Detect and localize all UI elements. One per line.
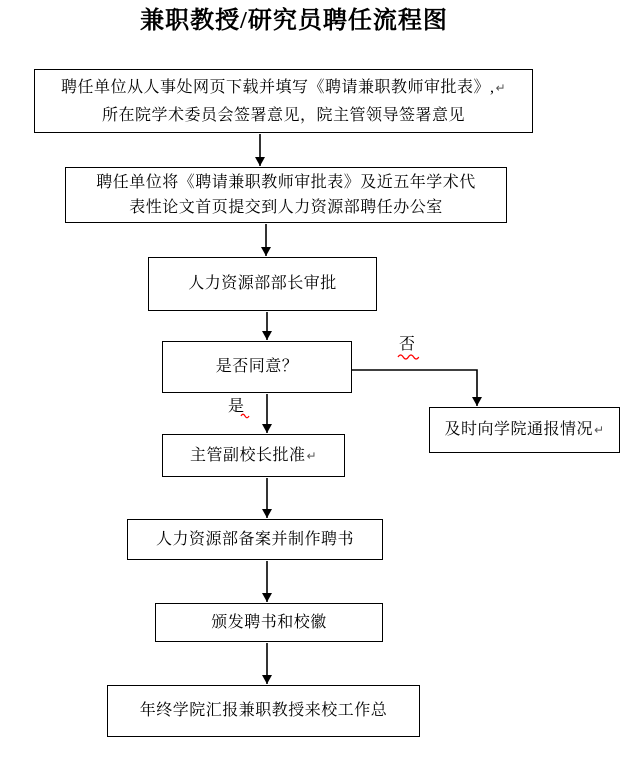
proofing-squiggle-no: [398, 355, 419, 359]
flow-node-issue-letter-badge: [155, 603, 383, 642]
flow-node-hr-record-make-letter: [127, 519, 383, 560]
flow-node-text: 聘任单位从人事处网页下载并填写《聘请兼职教师审批表》,: [60, 78, 495, 96]
flow-node-text-line: 所在院学术委员会签署意见，院主管领导签署意见: [101, 106, 465, 124]
flow-node-text: 主管副校长批准: [189, 446, 306, 464]
flow-node-fill-approval-form: [34, 69, 533, 133]
flow-node-text-line: 聘任单位将《聘请兼职教师审批表》及近五年学术代: [96, 174, 476, 191]
flow-node-text-line: [61, 74, 506, 102]
flow-node-text-line: [190, 443, 317, 469]
flow-node-text: 及时向学院通报情况: [444, 421, 593, 438]
flow-node-text: 是否同意？: [215, 358, 299, 375]
flow-node-text: 年终学院汇报兼职教授来校工作总: [139, 702, 388, 719]
flow-node-year-end-report: [107, 685, 420, 737]
arrow-node4-nodeno-no: [352, 370, 477, 406]
return-mark-icon: ↵: [306, 448, 318, 463]
flow-node-notify-school: [429, 407, 620, 453]
return-mark-icon: ↵: [495, 80, 507, 95]
flow-node-hr-director-review: [148, 257, 377, 311]
flow-node-text: 人力资源部备案并制作聘书: [155, 530, 354, 548]
page-title: 兼职教授/研究员聘任流程图: [140, 8, 448, 34]
flow-node-decision-agree: [162, 341, 352, 393]
flow-node-text: 人力资源部部长审批: [188, 275, 337, 292]
flow-node-submit-materials: [65, 167, 507, 223]
flow-node-text: 颁发聘书和校徽: [211, 613, 327, 631]
return-mark-icon: ↵: [593, 423, 605, 437]
flow-node-text-line: [444, 417, 604, 443]
branch-label-yes: 是: [228, 398, 245, 415]
branch-label-no: 否: [399, 336, 416, 353]
flow-node-text-line: 表性论文首页提交到人力资源部聘任办公室: [129, 199, 443, 216]
flow-node-vice-president-approve: [162, 434, 345, 477]
